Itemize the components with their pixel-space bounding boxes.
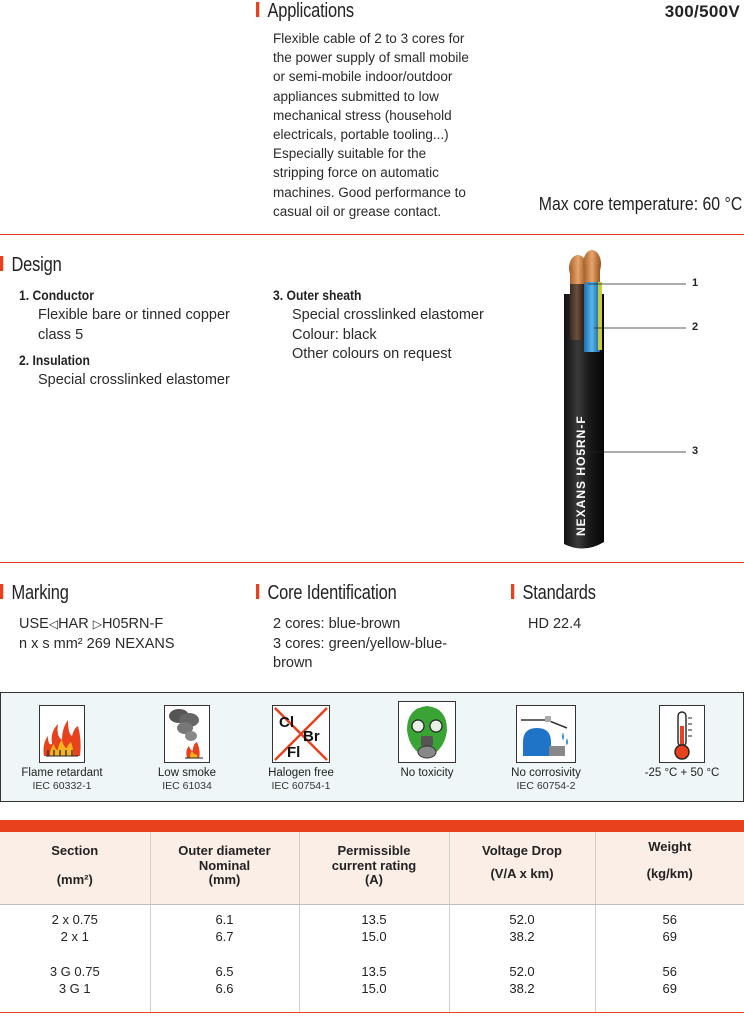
cell-value: 15.0: [361, 981, 387, 996]
cell-value: 69: [662, 929, 677, 944]
cell-current-rating: [299, 904, 449, 1012]
applications-line: machines. Good performance to: [273, 184, 466, 200]
section-accent-bar: [0, 256, 3, 271]
column-header-current-rating: [299, 832, 449, 904]
bottom-divider: [0, 1012, 744, 1013]
halogen-glyph: Br: [303, 728, 320, 745]
core-identification-heading: Core Identification: [267, 582, 397, 604]
header-line: Voltage Drop: [482, 843, 562, 858]
blue-core-shape: [584, 278, 600, 352]
applications-text: [273, 29, 505, 221]
callout-number: 1: [692, 277, 699, 289]
property-low-smoke: [132, 705, 242, 792]
property-temperature: [627, 705, 737, 780]
property-no-toxicity: [372, 705, 482, 780]
column-header-outer-diameter: [150, 832, 299, 904]
thermometer-icon: [659, 705, 705, 763]
core-identification-section: [256, 582, 427, 605]
flame-icon: [39, 705, 85, 763]
table-row: [0, 904, 744, 1012]
outer-sheath-line: Special crosslinked elastomer: [292, 307, 484, 323]
applications-line: electricals, portable tooling...): [273, 127, 449, 143]
outer-sheath-line: Colour: black: [292, 326, 377, 343]
row-gap: [596, 946, 744, 963]
property-label: Flame retardant: [21, 767, 103, 779]
marking-prefix: USE: [19, 616, 49, 632]
section-accent-bar: [256, 584, 259, 599]
property-standard: IEC 60332-1: [32, 780, 92, 792]
property-label: No toxicity: [400, 767, 454, 779]
marking-code: H05RN-F: [101, 616, 164, 632]
property-halogen-free: [246, 705, 356, 792]
cell-value: 56: [662, 963, 677, 979]
header-line: Section: [51, 843, 99, 858]
applications-section: [256, 0, 375, 23]
smoke-icon: [164, 705, 210, 763]
cell-value: 13.5: [361, 963, 387, 979]
outer-sheath-title: 3. Outer sheath: [273, 288, 362, 303]
header-line: current rating: [331, 857, 417, 873]
marking-heading: Marking: [11, 582, 69, 604]
column-header-voltage-drop: [449, 832, 595, 904]
right-triangle-icon: ▷: [92, 617, 102, 631]
cell-value: 2 x 0.75: [51, 911, 98, 927]
design-heading: Design: [11, 254, 62, 276]
cell-voltage-drop: [449, 904, 595, 1012]
marking-line: n x s mm² 269 NEXANS: [19, 635, 175, 652]
property-standard: IEC 60754-1: [271, 780, 331, 792]
applications-line: stripping force on automatic: [273, 165, 439, 181]
cell-value: 6.6: [215, 981, 234, 996]
header-line: (A): [364, 872, 384, 887]
cell-value: 3 G 1: [58, 981, 91, 996]
conductor-line: Flexible bare or tinned copper: [38, 307, 230, 323]
design-section: [0, 254, 75, 277]
cell-value: 6.1: [215, 911, 234, 927]
gas-mask-icon: [398, 701, 456, 763]
callout-number: 2: [692, 321, 699, 333]
column-header-section: [0, 832, 150, 904]
marking-har: HAR: [58, 616, 93, 632]
row-gap: [300, 946, 449, 963]
properties-icon-panel: [0, 692, 744, 802]
section-accent-bar: [0, 584, 3, 599]
cell-value: 38.2: [509, 929, 535, 944]
outer-sheath-line: Other colours on request: [292, 346, 452, 363]
property-standard: IEC 61034: [162, 780, 212, 792]
marking-text: [19, 615, 175, 654]
corrosion-icon: [516, 705, 576, 763]
header-spacer: [0, 859, 150, 873]
insulation-title: 2. Insulation: [19, 353, 90, 369]
row-gap: [450, 946, 595, 963]
cell-section: [0, 904, 150, 1012]
cell-value: 2 x 1: [60, 929, 89, 944]
core-id-line: 3 cores: green/yellow-blue-: [273, 635, 448, 652]
applications-line: the power supply of small mobile: [273, 50, 469, 66]
halogen-icon: [272, 705, 330, 763]
insulation-line: Special crosslinked elastomer: [38, 372, 230, 389]
section-divider: [0, 234, 744, 235]
cable-illustration: [540, 242, 740, 554]
standards-section: [511, 582, 614, 605]
cell-value: 6.5: [215, 963, 234, 979]
header-line: (mm²): [56, 871, 93, 887]
property-label: -25 °C + 50 °C: [644, 767, 720, 779]
property-label: Low smoke: [157, 767, 217, 779]
cell-value: 15.0: [361, 929, 387, 944]
cell-value: 6.7: [215, 929, 234, 944]
marking-section: [0, 582, 84, 605]
copper-conductor-shape: [584, 264, 600, 282]
halogen-glyph: Cl: [279, 714, 294, 731]
table-header-row: [0, 832, 744, 904]
specifications-table: [0, 820, 744, 1012]
column-header-weight: [595, 832, 744, 904]
property-no-corrosivity: [491, 705, 601, 792]
green-yellow-core-shape: [598, 282, 602, 350]
header-spacer: [596, 855, 744, 867]
cell-value: 13.5: [361, 911, 387, 927]
conductor-title: 1. Conductor: [19, 288, 94, 303]
header-line: Weight: [648, 839, 692, 854]
header-line: Permissible: [337, 843, 411, 858]
cell-value: 3 G 0.75: [49, 963, 100, 979]
core-identification-text: [273, 615, 473, 674]
header-line: Outer diameter: [178, 843, 271, 858]
brown-core-shape: [570, 280, 584, 340]
row-gap: [0, 946, 150, 963]
applications-heading: Applications: [267, 0, 354, 22]
applications-line: casual oil or grease contact.: [273, 203, 442, 219]
core-id-line: brown: [273, 655, 313, 672]
design-column-right: [273, 286, 513, 365]
halogen-glyph: Fl: [287, 744, 301, 761]
cell-value: 56: [662, 911, 677, 927]
applications-line: appliances submitted to low: [273, 88, 439, 104]
standards-value: HD 22.4: [528, 616, 582, 632]
callout-number: 3: [692, 445, 699, 457]
header-line: Nominal: [198, 857, 251, 873]
left-triangle-icon: ◁: [48, 617, 59, 631]
cell-outer-diameter: [150, 904, 299, 1012]
copper-conductor-shape: [570, 266, 586, 284]
section-accent-bar: [511, 584, 514, 599]
property-standard: IEC 60754-2: [516, 780, 576, 792]
header-line: (V/A x km): [490, 865, 554, 881]
header-line: (kg/km): [646, 865, 693, 881]
property-label: Halogen free: [268, 767, 334, 779]
applications-line: mechanical stress (household: [273, 107, 452, 123]
standards-heading: Standards: [522, 582, 596, 604]
cell-value: 38.2: [509, 981, 535, 996]
header-line: (mm): [208, 872, 241, 887]
cell-weight: [595, 904, 744, 1012]
section-divider: [0, 562, 744, 563]
conductor-line: class 5: [38, 326, 84, 343]
property-flame-retardant: [7, 705, 117, 792]
property-label: No corrosivity: [511, 767, 581, 779]
applications-line: Flexible cable of 2 to 3 cores for: [273, 31, 465, 46]
table-accent-bar: [0, 820, 744, 832]
cell-value: 52.0: [509, 963, 535, 979]
sheath-print-text: NEXANS HO5RN-F: [574, 415, 588, 536]
voltage-rating: 300/500V: [664, 2, 740, 21]
section-accent-bar: [256, 2, 259, 17]
cell-value: 52.0: [509, 911, 535, 927]
applications-line: Especially suitable for the: [273, 146, 427, 162]
row-gap: [151, 946, 299, 963]
cell-value: 69: [662, 981, 677, 996]
max-core-temperature: Max core temperature: 60 °C: [538, 194, 742, 214]
core-id-line: 2 cores: blue-brown: [273, 616, 401, 632]
design-column-left: [19, 286, 259, 391]
applications-line: or semi-mobile indoor/outdoor: [273, 69, 453, 85]
